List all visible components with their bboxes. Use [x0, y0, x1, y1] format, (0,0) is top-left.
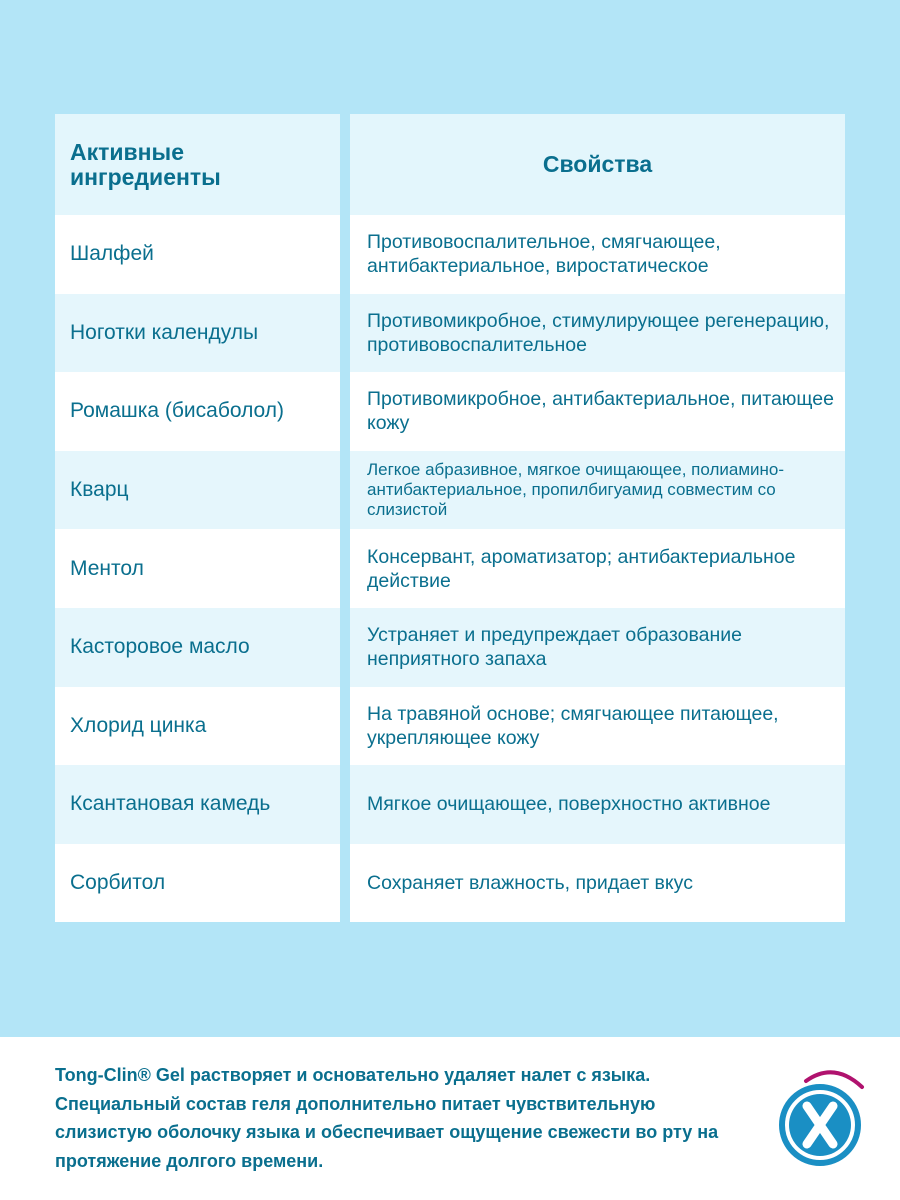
ingredient-cell: Ментол: [55, 529, 340, 608]
table-header: [55, 114, 845, 215]
ingredient-cell: Шалфей: [55, 215, 340, 294]
table-row: [55, 372, 845, 451]
properties-cell: Легкое абразивное, мягкое очищающее, полиамино-антибактериальное, пропилбигуамид совместим со слизистой: [350, 451, 845, 530]
ingredient-cell: Ромашка (бисаболол): [55, 372, 340, 451]
table-row: [55, 529, 845, 608]
properties-cell: Противомикробное, стимулирующее регенерацию, противовоспалительное: [350, 294, 845, 373]
table-row: [55, 765, 845, 844]
brand-x-logo-icon: [776, 1063, 868, 1173]
ingredient-cell: Ноготки календулы: [55, 294, 340, 373]
header-ingredients: Активные ингредиенты: [55, 114, 340, 215]
ingredient-cell: Сорбитол: [55, 844, 340, 923]
table-row: [55, 294, 845, 373]
footer: [0, 1037, 900, 1200]
properties-cell: Противовоспалительное, смягчающее, антибактериальное, виростатическое: [350, 215, 845, 294]
properties-cell: Противомикробное, антибактериальное, питающее кожу: [350, 372, 845, 451]
header-properties: Свойства: [350, 114, 845, 215]
properties-cell: Сохраняет влажность, придает вкус: [350, 844, 845, 923]
table-row: [55, 844, 845, 923]
ingredient-cell: Кварц: [55, 451, 340, 530]
properties-cell: Устраняет и предупреждает образование неприятного запаха: [350, 608, 845, 687]
table-row: [55, 687, 845, 766]
properties-cell: На травяной основе; смягчающее питающее, укрепляющее кожу: [350, 687, 845, 766]
ingredient-cell: Ксантановая камедь: [55, 765, 340, 844]
table-row: [55, 451, 845, 530]
ingredient-cell: Касторовое масло: [55, 608, 340, 687]
properties-cell: Консервант, ароматизатор; антибактериальное действие: [350, 529, 845, 608]
footer-description: Tong-Clin® Gel растворяет и основательно удаляет налет с языка. Специальный состав геля дополнительно питает чувствительную слизистую оболочку языка и обеспечивает ощущение свежести во рту на протяжение долгого времени.: [55, 1065, 719, 1171]
properties-cell: Мягкое очищающее, поверхностно активное: [350, 765, 845, 844]
ingredients-table: [55, 114, 845, 922]
table-row: [55, 215, 845, 294]
ingredient-cell: Хлорид цинка: [55, 687, 340, 766]
table-row: [55, 608, 845, 687]
